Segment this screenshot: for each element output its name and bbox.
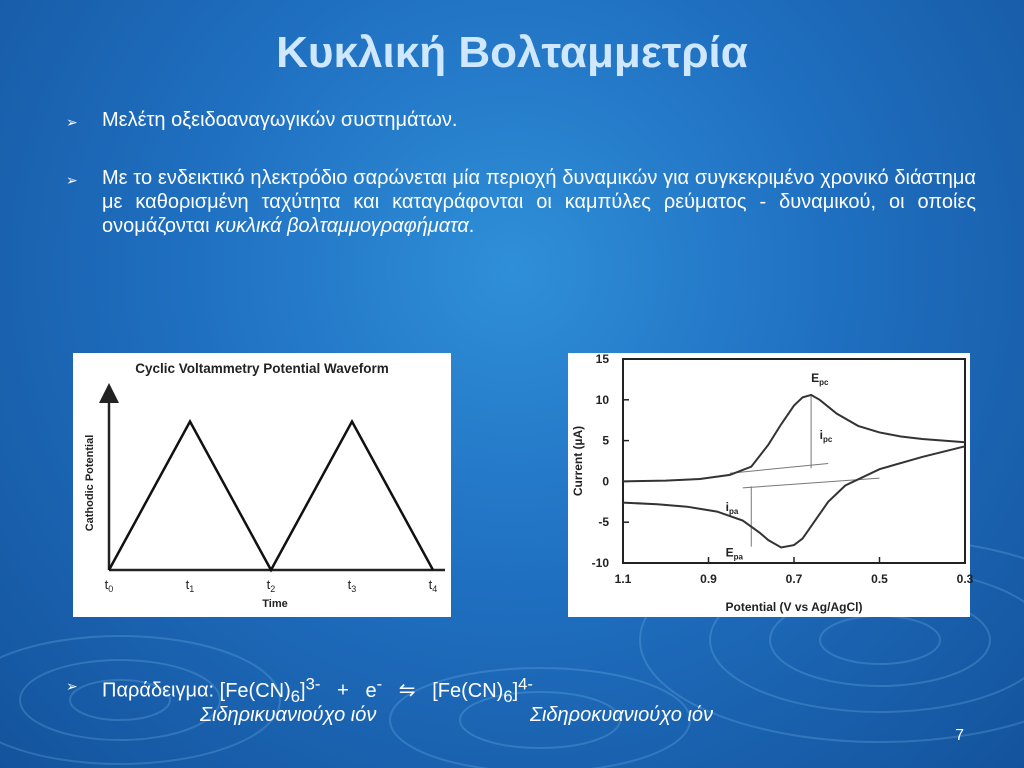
- waveform-tick-label: $t_0$: [104, 577, 114, 594]
- product-formula: $[Fe(CN)_6]^{4-}$: [432, 674, 533, 706]
- slide-title: Κυκλική Βολταμμετρία: [276, 28, 748, 77]
- waveform-chart: [73, 353, 451, 617]
- ferricyanide-ion-label: Σιδηρικυανιούχο ιόν: [200, 704, 377, 726]
- waveform-tick-label: $t_2$: [266, 577, 276, 594]
- voltammogram-y-tick-label: 5: [602, 433, 609, 448]
- voltammogram-y-tick-label: 15: [595, 352, 609, 366]
- waveform-series-line: [109, 422, 433, 571]
- voltammogram-y-tick-label: -10: [591, 556, 609, 570]
- plus-sign: +: [337, 679, 349, 702]
- bullet-emphasis: κυκλικά βολταμμογραφήματα: [215, 215, 469, 237]
- bullet-redox-study: [66, 108, 976, 132]
- voltammogram-series-line: [623, 395, 965, 481]
- bullet-cv-description: [66, 166, 976, 238]
- voltammogram-x-label: Potential (V vs Ag/AgCl): [725, 600, 863, 614]
- waveform-chart-title: Cyclic Voltammetry Potential Waveform: [135, 361, 389, 376]
- voltammogram-annotation: $E_{pc}$: [811, 370, 829, 387]
- waveform-tick-label: $t_3$: [347, 577, 357, 594]
- bullet-period: .: [468, 215, 475, 237]
- arrow-bullet-icon: ➢: [66, 114, 78, 130]
- bullet-text: [102, 166, 976, 238]
- voltammogram-y-label: Current (µA): [571, 425, 585, 497]
- ferrocyanide-ion-label: Σιδηροκυανιούχο ιόν: [530, 704, 714, 726]
- voltammogram-x-tick-label: 0.7: [785, 572, 803, 586]
- voltammogram-plot-frame: [623, 359, 965, 563]
- voltammogram-annotation: $E_{pa}$: [725, 545, 743, 562]
- voltammogram-x-tick-label: 0.5: [871, 572, 888, 586]
- voltammogram-y-tick-label: 0: [602, 474, 609, 489]
- bullet-body: Με το ενδεικτικό ηλεκτρόδιο σαρώνεται μία περιοχή δυναμικών για συγκεκριμένο χρονικό διάστημα με καθορισμένη ταχύτητα και καταγράφονται οι καμπύλες ρεύματος - δυναμικού, οι οποίες ονομάζονται: [102, 167, 976, 237]
- voltammogram-chart: [568, 352, 974, 617]
- waveform-tick-label: $t_1$: [185, 577, 195, 594]
- equilibrium-arrow: ⇋: [398, 679, 416, 702]
- voltammogram-x-tick-label: 0.9: [700, 572, 717, 586]
- example-label: Παράδειγμα:: [102, 679, 215, 702]
- voltammogram-y-tick-label: 10: [595, 392, 609, 407]
- voltammogram-x-tick-label: 0.3: [956, 572, 974, 586]
- bullet-text: Μελέτη οξειδοαναγωγικών συστημάτων.: [102, 109, 458, 131]
- waveform-y-label: Cathodic Potential: [84, 434, 96, 532]
- electron-symbol: e-: [365, 674, 383, 702]
- voltammogram-y-tick-label: -5: [598, 515, 609, 530]
- voltammogram-series-line: [623, 446, 965, 547]
- arrow-bullet-icon: ➢: [66, 172, 78, 188]
- voltammogram-annotation: $i_{pc}$: [819, 427, 833, 444]
- reactant-formula: $[Fe(CN)_6]^{3-}$: [219, 674, 321, 706]
- voltammogram-chart-panel: [568, 352, 974, 617]
- waveform-x-label: Time: [262, 598, 288, 610]
- waveform-chart-panel: [73, 353, 451, 617]
- page-number: 7: [955, 727, 964, 744]
- waveform-tick-label: $t_4$: [428, 577, 438, 594]
- arrow-bullet-icon: ➢: [66, 678, 78, 694]
- voltammogram-x-tick-label: 1.1: [614, 572, 632, 586]
- voltammogram-annotation: $i_{pa}$: [725, 499, 739, 516]
